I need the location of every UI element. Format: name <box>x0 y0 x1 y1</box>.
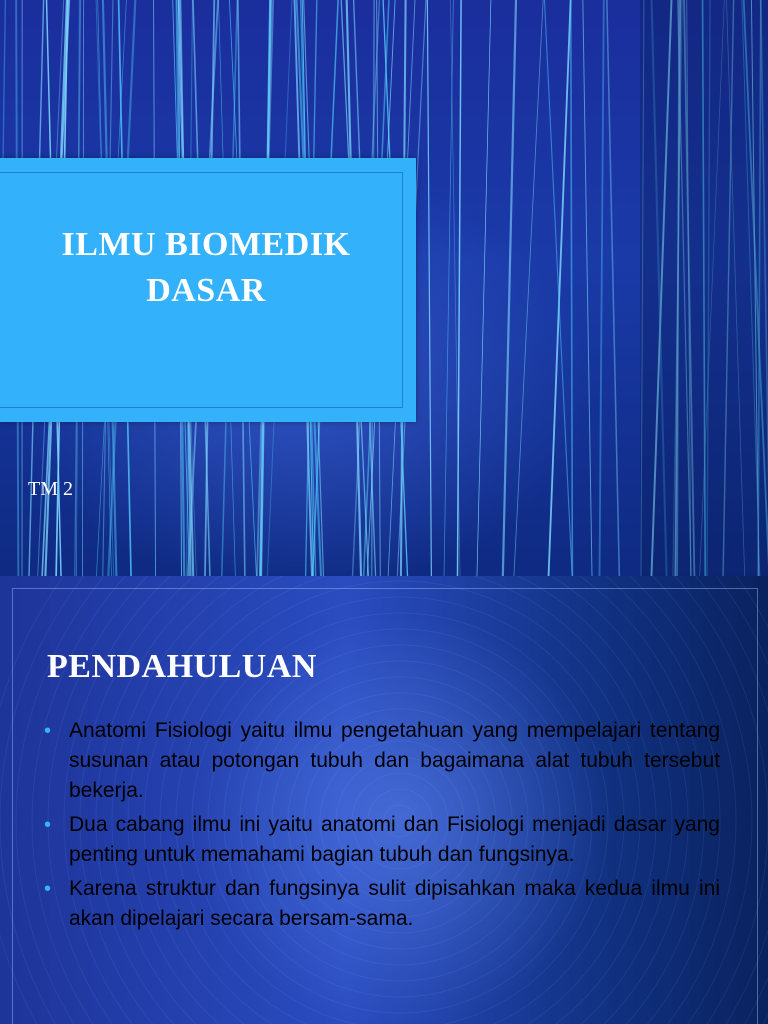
light-streak <box>571 0 573 576</box>
bullet-item <box>44 716 720 806</box>
bullet-icon: • <box>44 814 52 836</box>
section-heading: PENDAHULUAN <box>47 648 317 685</box>
title-line-1: ILMU BIOMEDIK <box>61 226 351 263</box>
title-box <box>0 158 416 500</box>
light-streak <box>457 0 461 576</box>
slide-subtitle: TM 2 <box>28 478 73 500</box>
slide-title-text <box>0 222 412 314</box>
bullet-text: Dua cabang ilmu ini yaitu anatomi dan Fisiologi menjadi dasar yang penting untuk memahami bagian tubuh dan fungsinya. <box>69 813 720 866</box>
bullet-text: Karena struktur dan fungsinya sulit dipisahkan maka kedua ilmu ini akan dipelajari secara bersam-sama. <box>69 877 720 930</box>
light-streak <box>607 0 619 576</box>
slide-introduction <box>0 576 768 1024</box>
bullet-icon: • <box>44 720 52 742</box>
light-streak <box>583 0 592 576</box>
light-streak <box>477 0 491 576</box>
bullet-list <box>44 716 720 938</box>
light-streak <box>503 0 516 576</box>
bullet-text: Anatomi Fisiologi yaitu ilmu pengetahuan yang mempelajari tentang susunan atau potongan tubuh dan bagaimana alat tubuh tersebut bekerja. <box>69 719 720 802</box>
bullet-item <box>44 874 720 934</box>
light-streak <box>427 0 431 576</box>
title-line-2: DASAR <box>146 272 266 309</box>
bullet-icon: • <box>44 878 52 900</box>
light-streak <box>514 0 543 576</box>
edge-shade <box>640 0 768 576</box>
light-streak <box>600 0 604 576</box>
light-streak <box>444 0 453 576</box>
bullet-item <box>44 810 720 870</box>
light-streak <box>549 0 571 576</box>
